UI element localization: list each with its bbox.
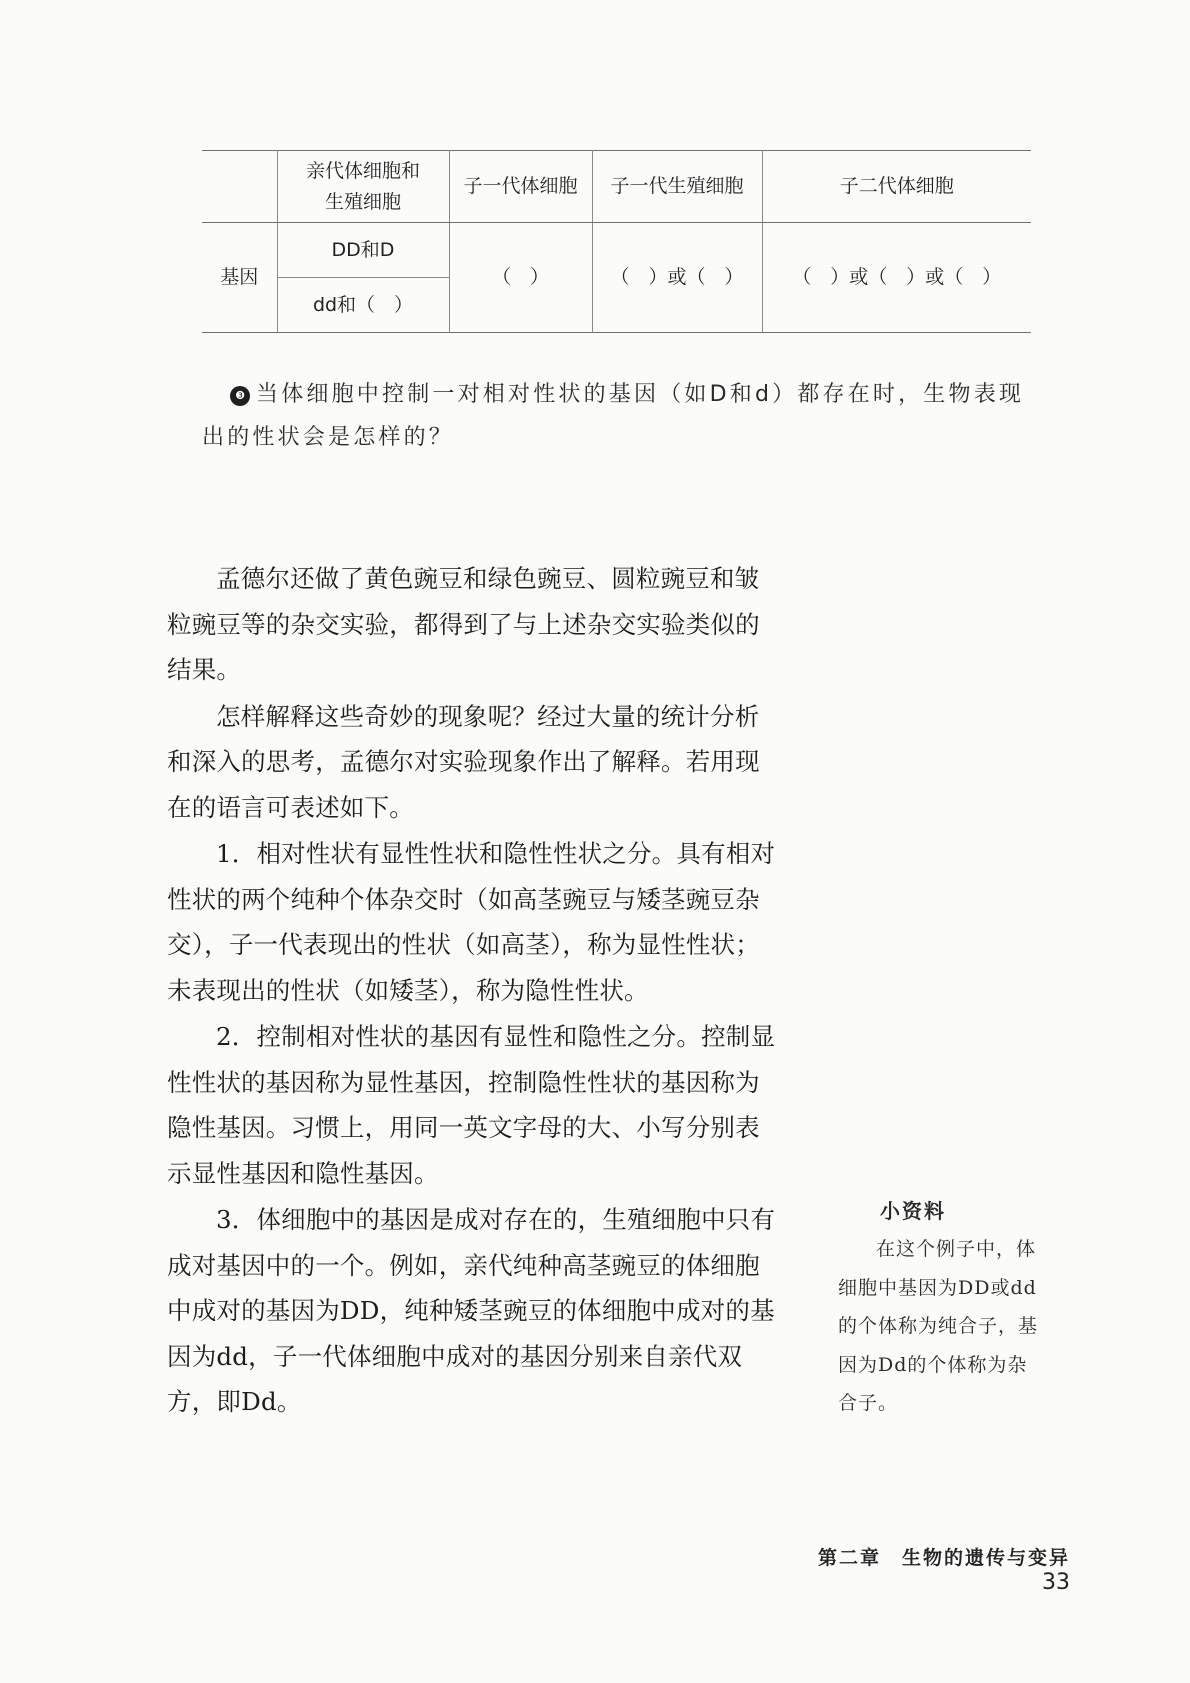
sidebar-title: 小资料: [880, 1199, 946, 1223]
table-header-f2-somatic: 子二代体细胞: [762, 151, 1031, 223]
page-number: 33: [1042, 1570, 1070, 1595]
cell-parent-dominant: DD和D: [277, 223, 449, 278]
paragraph-2: 怎样解释这些奇妙的现象呢？经过大量的统计分析和深入的思考，孟德尔对实验现象作出了解释。若用现在的语言可表述如下。: [167, 701, 760, 822]
table-header-f1-germ: 子一代生殖细胞: [592, 151, 762, 223]
row-label-gene: 基因: [220, 266, 259, 288]
table-row: [202, 223, 1031, 278]
discussion-question: [202, 373, 1032, 459]
cell-f1-somatic: （ ）: [449, 223, 592, 333]
paragraph-3: 1．相对性状有显性性状和隐性性状之分。具有相对性状的两个纯种个体杂交时（如高茎豌豆与矮茎豌豆杂交），子一代表现出的性状（如高茎），称为显性性状；未表现出的性状（如矮茎），称为隐性性状。: [167, 839, 776, 1005]
table-header-row: [202, 151, 1031, 223]
paragraph-5: 3．体细胞中的基因是成对存在的，生殖细胞中只有成对基因中的一个。例如，亲代纯种高茎豌豆的体细胞中成对的基因为DD，纯种矮茎豌豆的体细胞中成对的基因为dd，子一代体细胞中成对的基因分别来自亲代双方，即Dd。: [167, 1205, 776, 1416]
paragraph-4: 2．控制相对性状的基因有显性和隐性之分。控制显性性状的基因称为显性基因，控制隐性性状的基因称为隐性基因。习惯上，用同一英文字母的大、小写分别表示显性基因和隐性基因。: [167, 1022, 776, 1188]
page-footer: [780, 1543, 1070, 1595]
cell-f1-germ: （ ）或（ ）: [592, 223, 762, 333]
table-header-corner: [202, 151, 277, 223]
sidebar-text: 在这个例子中，体细胞中基因为DD或dd的个体称为纯合子，基因为Dd的个体称为杂合子。: [838, 1238, 1039, 1414]
cell-f2-somatic: （ ）或（ ）或（ ）: [762, 223, 1031, 333]
table-header-f1-somatic: 子一代体细胞: [449, 151, 592, 223]
cell-parent-recessive: dd和（ ）: [277, 278, 449, 333]
sidebar-note: [838, 1196, 1046, 1423]
table-header-parent: 亲代体细胞和 生殖细胞: [277, 151, 449, 223]
gene-table: [202, 150, 1031, 333]
chapter-title: 第二章 生物的遗传与变异: [817, 1547, 1070, 1569]
question-number-icon: ❸: [230, 386, 250, 406]
paragraph-1: 孟德尔还做了黄色豌豆和绿色豌豆、圆粒豌豆和皱粒豌豆等的杂交实验，都得到了与上述杂交实验类似的结果。: [167, 564, 760, 684]
main-text: [167, 556, 779, 1426]
question-text: 当体细胞中控制一对相对性状的基因（如D和d）都存在时，生物表现出的性状会是怎样的？: [202, 382, 1025, 450]
